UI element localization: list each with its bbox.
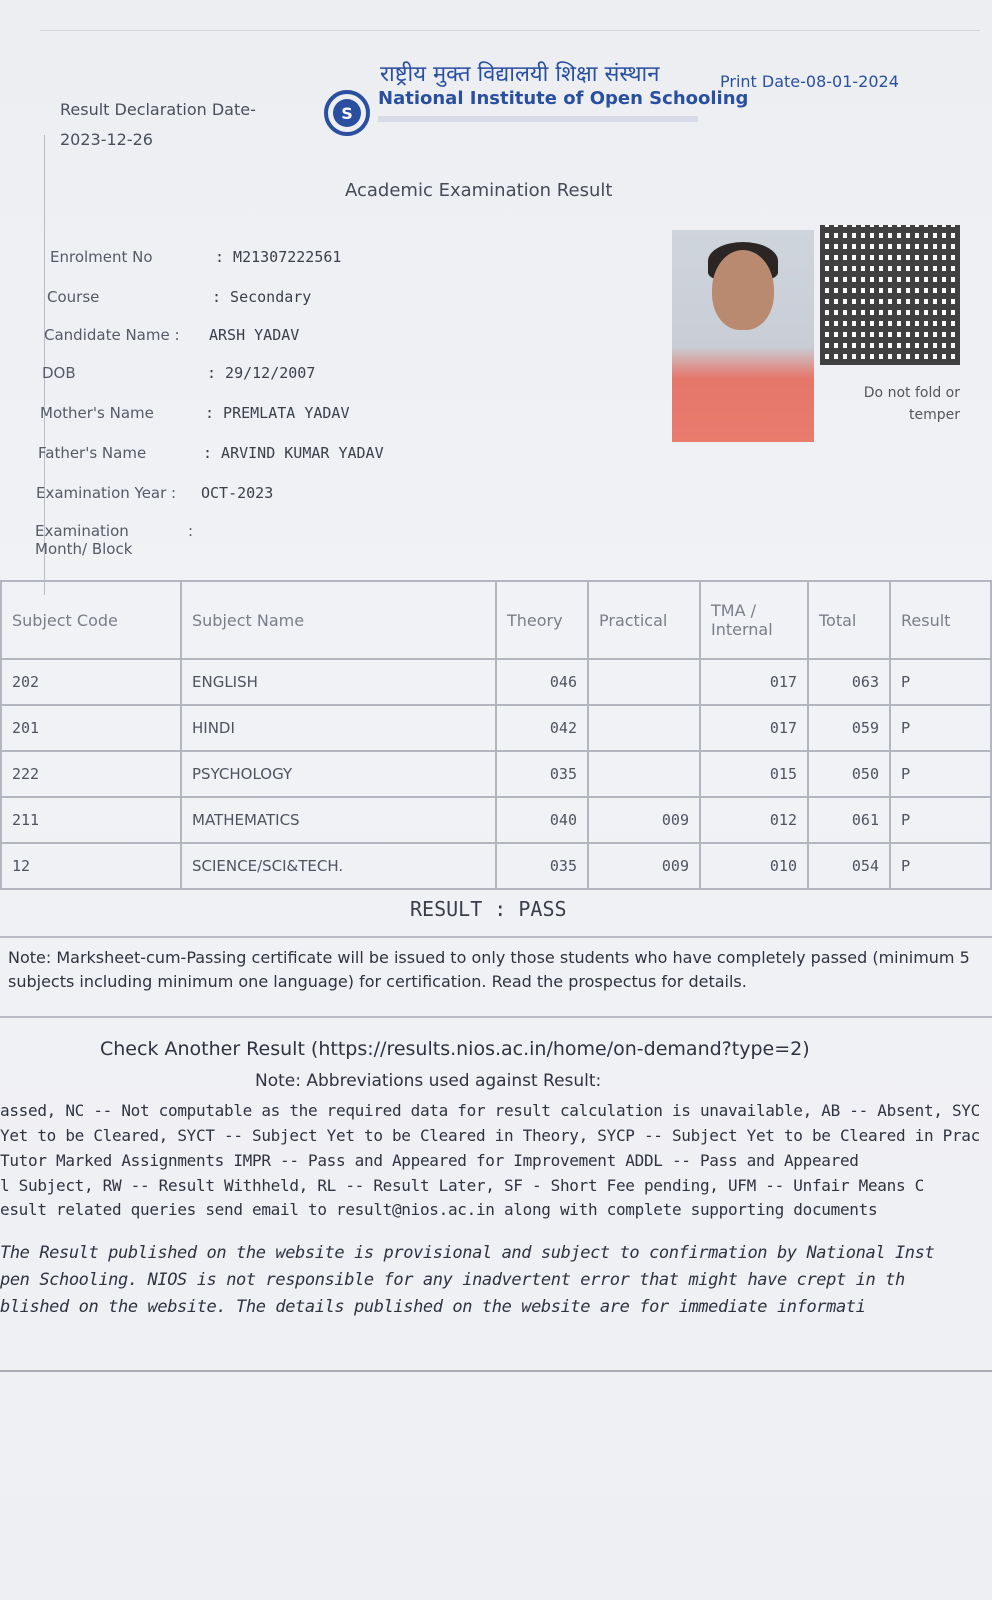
result-table xyxy=(0,580,992,890)
qr-note: Do not fold or temper xyxy=(863,385,960,424)
theory-marks: 046 xyxy=(496,659,588,705)
subject-code: 202 xyxy=(1,659,181,705)
exam-month-label-line2: Month/ Block xyxy=(35,540,133,558)
print-date: Print Date-08-01-2024 xyxy=(720,72,899,91)
father-name-value: : ARVIND KUMAR YADAV xyxy=(203,444,384,462)
enrolment-value: : M21307222561 xyxy=(215,248,342,266)
subject-result: P xyxy=(890,659,991,705)
subject-name: SCIENCE/SCI&TECH. xyxy=(181,843,496,889)
disclaimer-line: pen Schooling. NIOS is not responsible for any inadvertent error that might have crept in th xyxy=(0,1270,905,1290)
subject-name: PSYCHOLOGY xyxy=(181,751,496,797)
dob-label: DOB xyxy=(42,364,76,382)
table-row xyxy=(1,751,991,797)
subject-result: P xyxy=(890,843,991,889)
father-name-row xyxy=(38,444,384,462)
tma-marks: 017 xyxy=(700,705,808,751)
table-header-row xyxy=(1,581,991,659)
check-another-result-link[interactable]: Check Another Result (https://results.nios.ac.in/home/on-demand?type=2) xyxy=(100,1038,810,1060)
table-row xyxy=(1,797,991,843)
abbreviations-text xyxy=(0,1098,992,1198)
col-subject-name: Subject Name xyxy=(181,581,496,659)
tma-marks: 015 xyxy=(700,751,808,797)
abbreviations-title: Note: Abbreviations used against Result: xyxy=(255,1071,602,1091)
bottom-divider xyxy=(0,1370,992,1372)
result-declaration-label: Result Declaration Date- xyxy=(60,100,256,119)
practical-marks: 009 xyxy=(588,843,700,889)
result-declaration-date: 2023-12-26 xyxy=(60,130,153,149)
certificate-note: Note: Marksheet-cum-Passing certificate will be issued to only those students who have completely passed (minimum 5 subjects including minimum one language) for certification. Read the prospectus for details. xyxy=(8,948,970,991)
subject-result: P xyxy=(890,705,991,751)
col-total: Total xyxy=(808,581,890,659)
col-theory: Theory xyxy=(496,581,588,659)
col-subject-code: Subject Code xyxy=(1,581,181,659)
page-title: Academic Examination Result xyxy=(345,180,613,201)
institute-tagline xyxy=(378,116,698,122)
practical-marks xyxy=(588,751,700,797)
candidate-name-value: ARSH YADAV xyxy=(209,326,300,344)
candidate-photo xyxy=(672,230,814,442)
mother-name-value: : PREMLATA YADAV xyxy=(205,404,350,422)
father-name-label: Father's Name xyxy=(38,444,147,462)
total-marks: 061 xyxy=(808,797,890,843)
subject-name: ENGLISH xyxy=(181,659,496,705)
practical-marks xyxy=(588,705,700,751)
abbreviation-line: Tutor Marked Assignments IMPR -- Pass and Appeared for Improvement ADDL -- Pass and Appeared xyxy=(0,1151,859,1170)
dob-row xyxy=(42,364,315,382)
enrolment-label: Enrolment No xyxy=(50,248,153,266)
divider xyxy=(0,1016,992,1018)
exam-year-row xyxy=(36,484,273,502)
mother-name-row xyxy=(40,404,350,422)
subject-code: 12 xyxy=(1,843,181,889)
total-marks: 063 xyxy=(808,659,890,705)
mother-name-label: Mother's Name xyxy=(40,404,154,422)
qr-code xyxy=(820,225,960,365)
abbreviation-line: assed, NC -- Not computable as the required data for result calculation is unavailable, AB -- Absent, SYC xyxy=(0,1101,980,1120)
enrolment-row xyxy=(50,248,341,266)
table-row xyxy=(1,705,991,751)
disclaimer xyxy=(0,1240,992,1321)
exam-year-label: Examination Year : xyxy=(36,484,177,502)
theory-marks: 042 xyxy=(496,705,588,751)
col-tma-internal: TMA / Internal xyxy=(700,581,808,659)
course-value: : Secondary xyxy=(212,288,312,306)
top-rule xyxy=(40,30,980,31)
course-row xyxy=(47,288,311,306)
exam-month-separator: : xyxy=(188,522,194,540)
exam-year-value: OCT-2023 xyxy=(201,484,274,502)
overall-result: RESULT : PASS xyxy=(410,897,567,921)
query-contact-note: esult related queries send email to result@nios.ac.in along with complete supporting documents xyxy=(0,1200,878,1219)
col-result: Result xyxy=(890,581,991,659)
theory-marks: 035 xyxy=(496,843,588,889)
total-marks: 059 xyxy=(808,705,890,751)
total-marks: 054 xyxy=(808,843,890,889)
theory-marks: 040 xyxy=(496,797,588,843)
total-marks: 050 xyxy=(808,751,890,797)
subject-name: MATHEMATICS xyxy=(181,797,496,843)
subject-name: HINDI xyxy=(181,705,496,751)
subject-code: 211 xyxy=(1,797,181,843)
subject-result: P xyxy=(890,751,991,797)
subject-code: 222 xyxy=(1,751,181,797)
col-practical: Practical xyxy=(588,581,700,659)
table-row xyxy=(1,843,991,889)
course-label: Course xyxy=(47,288,100,306)
disclaimer-line: The Result published on the website is provisional and subject to confirmation by National Inst xyxy=(0,1243,935,1263)
subject-code: 201 xyxy=(1,705,181,751)
abbreviation-line: l Subject, RW -- Result Withheld, RL -- Result Later, SF - Short Fee pending, UFM -- Unfair Means C xyxy=(0,1176,924,1195)
abbreviation-line: Yet to be Cleared, SYCT -- Subject Yet to be Cleared in Theory, SYCP -- Subject Yet to be Cleared in Prac xyxy=(0,1126,980,1145)
nios-logo-icon: S xyxy=(324,90,370,136)
divider xyxy=(0,936,992,938)
table-row xyxy=(1,659,991,705)
institute-name-hindi: राष्ट्रीय मुक्त विद्यालयी शिक्षा संस्थान xyxy=(380,62,660,87)
exam-month-row xyxy=(35,522,132,558)
practical-marks: 009 xyxy=(588,797,700,843)
disclaimer-line: blished on the website. The details published on the website are for immediate informati xyxy=(0,1297,866,1317)
tma-marks: 010 xyxy=(700,843,808,889)
institute-name-english: National Institute of Open Schooling xyxy=(378,88,749,109)
practical-marks xyxy=(588,659,700,705)
subject-result: P xyxy=(890,797,991,843)
tma-marks: 017 xyxy=(700,659,808,705)
candidate-name-label: Candidate Name : xyxy=(44,326,180,344)
candidate-name-row xyxy=(44,326,299,344)
theory-marks: 035 xyxy=(496,751,588,797)
dob-value: : 29/12/2007 xyxy=(207,364,316,382)
tma-marks: 012 xyxy=(700,797,808,843)
exam-month-label-line1: Examination xyxy=(35,522,129,540)
